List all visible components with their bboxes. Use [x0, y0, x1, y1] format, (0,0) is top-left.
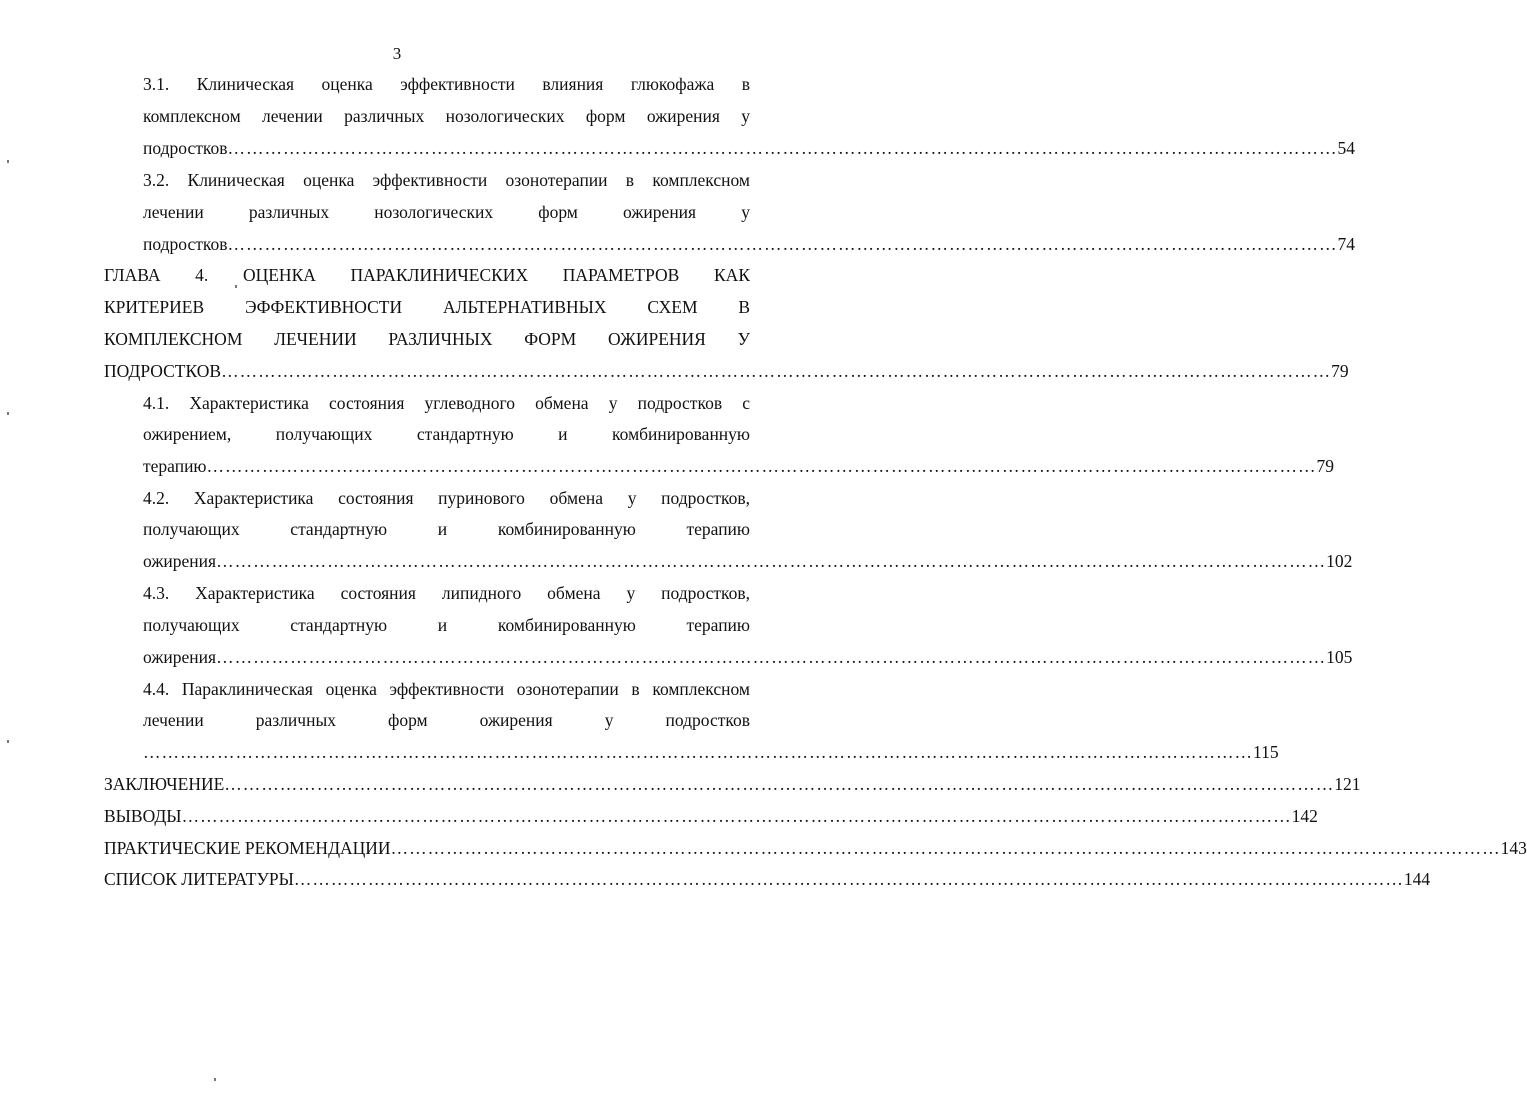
dot-leader: ………………………………………………………………………………………………………………………………………………………………: [224, 774, 1335, 794]
dot-leader: ………………………………………………………………………………………………………………………………………………………………: [227, 138, 1338, 158]
toc-4-3-line-1: 4.3. Характеристика состояния липидного обмена у подростков,: [143, 583, 750, 603]
toc-3-1-line-2: комплексном лечении различных нозологических форм ожирения у: [143, 106, 750, 126]
toc-3-2-line-2: лечении различных нозологических форм ожирения у: [143, 202, 750, 222]
toc-recommendations-title: ПРАКТИЧЕСКИЕ РЕКОМЕНДАЦИИ: [104, 838, 391, 858]
page-ref: 142: [1291, 806, 1318, 826]
page-ref: 121: [1334, 774, 1361, 794]
toc-4-4-entry[interactable]: [143, 741, 1279, 763]
toc-ch4-line-2: КРИТЕРИЕВ ЭФФЕКТИВНОСТИ АЛЬТЕРНАТИВНЫХ СХЕМ В: [104, 297, 750, 317]
toc-4-3-line-2: получающих стандартную и комбинированную терапию: [143, 615, 750, 635]
dot-leader: ………………………………………………………………………………………………………………………………………………………………: [181, 806, 1292, 826]
scan-speck: [214, 1078, 216, 1081]
toc-4-2-entry[interactable]: [143, 550, 1353, 572]
scan-speck: [7, 412, 9, 415]
page-ref: 105: [1326, 647, 1353, 667]
toc-4-1-entry[interactable]: [143, 455, 1335, 477]
scan-speck: [7, 160, 9, 163]
toc-4-4-line-2: лечении различных форм ожирения у подростков: [143, 710, 750, 730]
toc-findings-entry[interactable]: [104, 805, 1318, 827]
toc-recommendations-entry[interactable]: [104, 837, 1527, 859]
toc-3-1-line-1: 3.1. Клиническая оценка эффективности влияния глюкофажа в: [143, 74, 750, 94]
dot-leader: ………………………………………………………………………………………………………………………………………………………………: [293, 869, 1404, 889]
dot-leader: ………………………………………………………………………………………………………………………………………………………………: [390, 838, 1501, 858]
toc-3-1-line-3: подростков: [143, 138, 228, 158]
toc-conclusion-title: ЗАКЛЮЧЕНИЕ: [104, 774, 225, 794]
toc-references-title: СПИСОК ЛИТЕРАТУРЫ: [104, 869, 294, 889]
page-number: 3: [392, 44, 402, 63]
toc-3-2-line-3: подростков: [143, 234, 228, 254]
scan-speck: [235, 285, 237, 288]
toc-conclusion-entry[interactable]: [104, 773, 1361, 795]
dot-leader: ………………………………………………………………………………………………………………………………………………………………: [143, 742, 1253, 762]
scan-speck: [7, 740, 9, 743]
page-ref: 79: [1316, 456, 1335, 476]
toc-ch4-entry[interactable]: [104, 360, 1349, 382]
toc-4-2-line-3: ожирения: [143, 551, 217, 571]
toc-ch4-line-3: КОМПЛЕКСНОМ ЛЕЧЕНИИ РАЗЛИЧНЫХ ФОРМ ОЖИРЕНИЯ У: [104, 329, 750, 349]
toc-4-1-line-2: ожирением, получающих стандартную и комбинированную: [143, 424, 750, 444]
toc-4-1-line-1: 4.1. Характеристика состояния углеводного обмена у подростков с: [143, 393, 750, 413]
page-ref: 143: [1500, 838, 1527, 858]
dot-leader: ………………………………………………………………………………………………………………………………………………………………: [216, 551, 1327, 571]
toc-4-4-line-1: 4.4. Параклиническая оценка эффективности озонотерапии в комплексном: [143, 679, 750, 699]
dot-leader: ………………………………………………………………………………………………………………………………………………………………: [216, 647, 1327, 667]
toc-4-3-line-3: ожирения: [143, 647, 217, 667]
toc-4-2-line-1: 4.2. Характеристика состояния пуринового обмена у подростков,: [143, 488, 750, 508]
dot-leader: ………………………………………………………………………………………………………………………………………………………………: [221, 361, 1332, 381]
toc-ch4-line-4: ПОДРОСТКОВ: [104, 361, 222, 381]
page-ref: 79: [1331, 361, 1349, 381]
toc-3-2-entry[interactable]: [143, 233, 1355, 255]
toc-4-2-line-2: получающих стандартную и комбинированную терапию: [143, 519, 750, 539]
page-ref: 115: [1253, 742, 1279, 762]
page-ref: 54: [1337, 138, 1355, 158]
page-ref: 74: [1337, 234, 1355, 254]
toc-references-entry[interactable]: [104, 868, 1431, 890]
toc-4-1-line-3: терапию: [143, 456, 207, 476]
page-ref: 102: [1326, 551, 1353, 571]
dot-leader: ………………………………………………………………………………………………………………………………………………………………: [227, 234, 1338, 254]
page-ref: 144: [1403, 869, 1431, 889]
toc-ch4-line-1: ГЛАВА 4. ОЦЕНКА ПАРАКЛИНИЧЕСКИХ ПАРАМЕТРОВ КАК: [104, 265, 750, 285]
toc-3-2-line-1: 3.2. Клиническая оценка эффективности озонотерапии в комплексном: [143, 170, 750, 190]
toc-findings-title: ВЫВОДЫ: [104, 806, 182, 826]
toc-3-1-entry[interactable]: [143, 137, 1355, 159]
toc-4-3-entry[interactable]: [143, 646, 1353, 668]
dot-leader: ………………………………………………………………………………………………………………………………………………………………: [206, 456, 1317, 476]
